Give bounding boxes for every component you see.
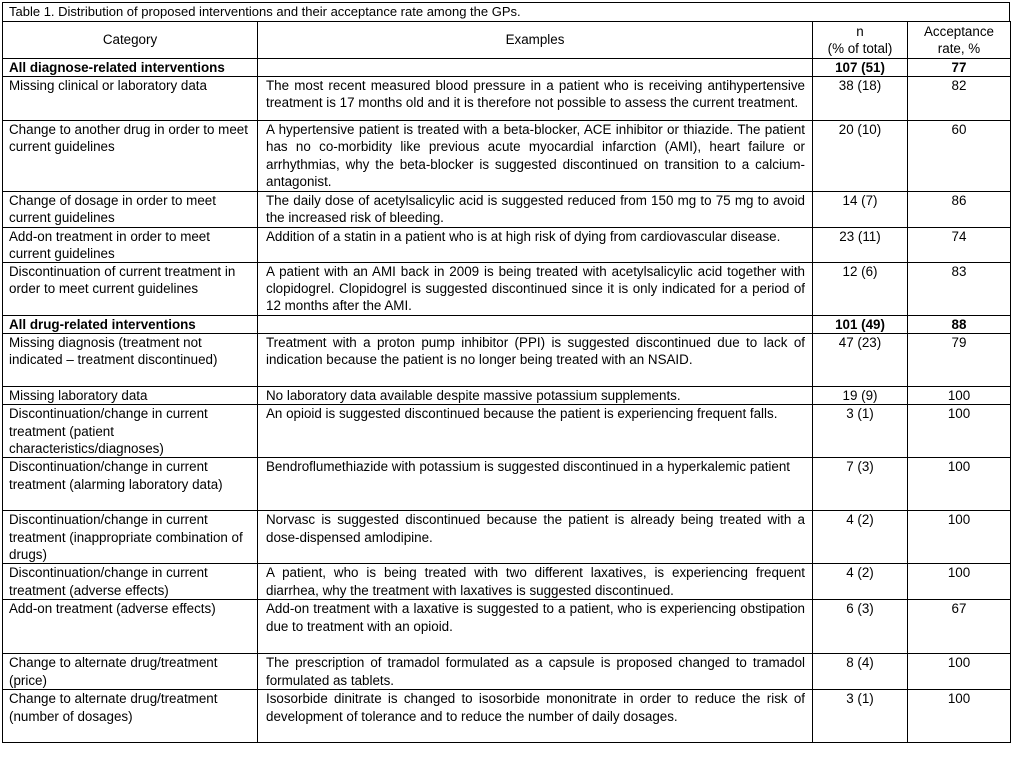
header-rate-line2: rate, % [937, 41, 981, 56]
category-cell: Change of dosage in order to meet current guidelines [3, 192, 258, 227]
n-cell: 3 (1) [813, 690, 908, 743]
n-cell: 7 (3) [813, 458, 908, 511]
acceptance-rate-cell: 83 [908, 263, 1011, 316]
example-cell: Bendroflumethiazide with potassium is suggested discontinued in a hyperkalemic patient [258, 458, 813, 511]
n-cell: 107 (51) [813, 59, 908, 77]
table-row [3, 458, 1011, 511]
table-row [3, 690, 1011, 743]
summary-row [3, 316, 1011, 334]
table-row [3, 121, 1011, 192]
n-cell: 19 (9) [813, 387, 908, 405]
acceptance-rate-cell: 100 [908, 654, 1011, 690]
category-cell: Discontinuation/change in current treatment (alarming laboratory data) [3, 458, 258, 511]
n-cell: 3 (1) [813, 405, 908, 458]
table-row [3, 334, 1011, 387]
example-cell: An opioid is suggested discontinued because the patient is experiencing frequent falls. [258, 405, 813, 458]
category-cell: Discontinuation of current treatment in order to meet current guidelines [3, 263, 258, 316]
example-cell: Norvasc is suggested discontinued because the patient is already being treated with a dose-dispensed amlodipine. [258, 511, 813, 564]
n-cell: 38 (18) [813, 77, 908, 121]
acceptance-rate-cell: 100 [908, 690, 1011, 743]
category-cell: Change to alternate drug/treatment (number of dosages) [3, 690, 258, 743]
header-n-line1: n [856, 23, 864, 39]
category-cell: Add-on treatment in order to meet current guidelines [3, 227, 258, 262]
n-cell: 4 (2) [813, 511, 908, 564]
example-cell [258, 59, 813, 77]
table-caption: Table 1. Distribution of proposed interventions and their acceptance rate among the GPs. [2, 2, 1010, 21]
interventions-table [2, 21, 1011, 743]
category-cell: Discontinuation/change in current treatment (inappropriate combination of drugs) [3, 511, 258, 564]
acceptance-rate-cell: 100 [908, 405, 1011, 458]
n-cell: 8 (4) [813, 654, 908, 690]
header-n [813, 22, 908, 59]
table-container [2, 2, 1010, 743]
table-row [3, 405, 1011, 458]
n-cell: 23 (11) [813, 227, 908, 262]
n-cell: 6 (3) [813, 600, 908, 654]
example-cell: A hypertensive patient is treated with a beta-blocker, ACE inhibitor or thiazide. The patient has no co-morbidity like previous acute myocardial infarction (AMI), heart failure or arrhythmias, why the beta-blocker is suggested discontinued on transition to a calcium-antagonist. [258, 121, 813, 192]
header-category: Category [3, 22, 258, 59]
acceptance-rate-cell: 60 [908, 121, 1011, 192]
table-row [3, 600, 1011, 654]
acceptance-rate-cell: 100 [908, 458, 1011, 511]
category-cell: Missing laboratory data [3, 387, 258, 405]
acceptance-rate-cell: 67 [908, 600, 1011, 654]
table-row [3, 564, 1011, 600]
category-cell: Discontinuation/change in current treatment (patient characteristics/diagnoses) [3, 405, 258, 458]
acceptance-rate-cell: 74 [908, 227, 1011, 262]
example-cell: The daily dose of acetylsalicylic acid is suggested reduced from 150 mg to 75 mg to avoid the increased risk of bleeding. [258, 192, 813, 227]
header-n-line2: (% of total) [827, 41, 893, 56]
header-examples: Examples [258, 22, 813, 59]
category-cell: Missing diagnosis (treatment not indicated – treatment discontinued) [3, 334, 258, 387]
n-cell: 4 (2) [813, 564, 908, 600]
category-cell: Missing clinical or laboratory data [3, 77, 258, 121]
example-cell: Add-on treatment with a laxative is suggested to a patient, who is experiencing obstipation due to treatment with an opioid. [258, 600, 813, 654]
table-row [3, 77, 1011, 121]
summary-row [3, 59, 1011, 77]
acceptance-rate-cell: 100 [908, 387, 1011, 405]
example-cell: Treatment with a proton pump inhibitor (PPI) is suggested discontinued due to lack of indication because the patient is no longer being treated with an NSAID. [258, 334, 813, 387]
category-cell: Change to another drug in order to meet current guidelines [3, 121, 258, 192]
n-cell: 14 (7) [813, 192, 908, 227]
n-cell: 20 (10) [813, 121, 908, 192]
acceptance-rate-cell: 88 [908, 316, 1011, 334]
n-cell: 47 (23) [813, 334, 908, 387]
example-cell [258, 316, 813, 334]
example-cell: A patient with an AMI back in 2009 is being treated with acetylsalicylic acid together with clopidogrel. Clopidogrel is suggested discontinued since it is only indicated for a period of 12 months after the AMI. [258, 263, 813, 316]
header-row [3, 22, 1011, 59]
category-cell: Add-on treatment (adverse effects) [3, 600, 258, 654]
acceptance-rate-cell: 77 [908, 59, 1011, 77]
example-cell: The most recent measured blood pressure in a patient who is receiving antihypertensive treatment is 17 months old and it is therefore not possible to assess the current treatment. [258, 77, 813, 121]
acceptance-rate-cell: 100 [908, 511, 1011, 564]
header-acceptance-rate [908, 22, 1011, 59]
example-cell: A patient, who is being treated with two different laxatives, is experiencing frequent diarrhea, why the treatment with laxatives is suggested discontinued. [258, 564, 813, 600]
example-cell: No laboratory data available despite massive potassium supplements. [258, 387, 813, 405]
n-cell: 12 (6) [813, 263, 908, 316]
header-rate-line1: Acceptance [924, 23, 994, 39]
example-cell: Isosorbide dinitrate is changed to isosorbide mononitrate in order to reduce the risk of development of tolerance and to reduce the number of daily dosages. [258, 690, 813, 743]
category-cell: Discontinuation/change in current treatment (adverse effects) [3, 564, 258, 600]
table-row [3, 511, 1011, 564]
category-cell: All drug-related interventions [3, 316, 258, 334]
table-row [3, 654, 1011, 690]
example-cell: Addition of a statin in a patient who is at high risk of dying from cardiovascular disease. [258, 227, 813, 262]
category-cell: Change to alternate drug/treatment (price) [3, 654, 258, 690]
acceptance-rate-cell: 100 [908, 564, 1011, 600]
acceptance-rate-cell: 86 [908, 192, 1011, 227]
acceptance-rate-cell: 82 [908, 77, 1011, 121]
category-cell: All diagnose-related interventions [3, 59, 258, 77]
table-row [3, 227, 1011, 262]
table-row [3, 192, 1011, 227]
example-cell: The prescription of tramadol formulated as a capsule is proposed changed to tramadol formulated as tablets. [258, 654, 813, 690]
n-cell: 101 (49) [813, 316, 908, 334]
acceptance-rate-cell: 79 [908, 334, 1011, 387]
table-row [3, 387, 1011, 405]
table-row [3, 263, 1011, 316]
